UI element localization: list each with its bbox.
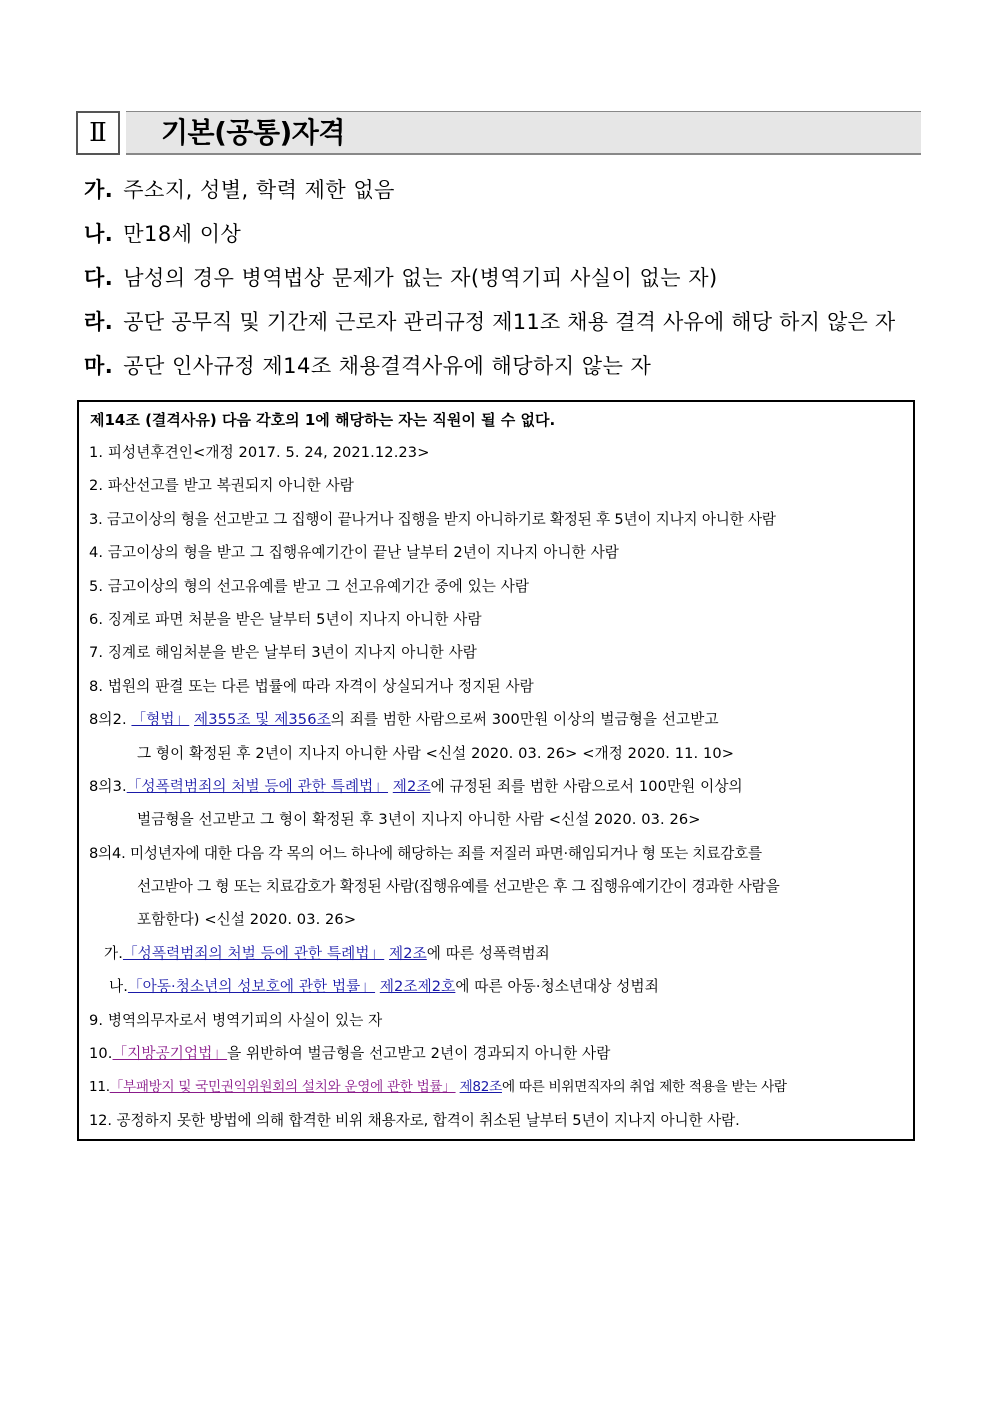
item-mark: 라. — [84, 310, 114, 334]
regulation-line — [89, 1075, 907, 1108]
line-prefix: 8의2. — [89, 711, 132, 729]
regulation-line: 벌금형을 선고받고 그 형이 확정된 후 3년이 지나지 아니한 사람 <신설 2020. 03. 26> — [137, 811, 701, 829]
regulation-line: 8. 법원의 판결 또는 다른 법률에 따라 자격이 상실되거나 정지된 사람 — [89, 677, 534, 695]
law-link[interactable]: 「형법」 — [131, 711, 190, 729]
line-text: 에 따른 성폭력범죄 — [426, 944, 550, 962]
regulation-line: 포함한다) <신설 2020. 03. 26> — [137, 911, 357, 929]
line-text: 에 규정된 죄를 범한 사람으로서 100만원 이상의 — [430, 777, 743, 795]
regulation-line: 9. 병역의무자로서 병역기피의 사실이 있는 자 — [89, 1011, 383, 1029]
item-text: 만18세 이상 — [123, 222, 242, 246]
regulation-line: 7. 징계로 해임처분을 받은 날부터 3년이 지나지 아니한 사람 — [89, 644, 477, 662]
article-link[interactable]: 제82조 — [459, 1079, 502, 1096]
regulation-line: 5. 금고이상의 형의 선고유예를 받고 그 선고유예기간 중에 있는 사람 — [89, 577, 530, 595]
section-number: Ⅱ — [76, 111, 120, 155]
regulation-line: 4. 금고이상의 형을 받고 그 집행유예기간이 끝난 날부터 2년이 지나지 아니한 사람 — [89, 544, 619, 562]
section-header — [76, 111, 921, 158]
regulation-line: 2. 파산선고를 받고 복권되지 아니한 사람 — [89, 477, 354, 495]
law-link[interactable]: 「지방공기업법」 — [112, 1045, 228, 1063]
qualification-list — [84, 172, 934, 392]
regulation-line: 선고받아 그 형 또는 치료감호가 확정된 사람(집행유예를 선고받은 후 그 집행유예기간이 경과한 사람을 — [137, 878, 780, 896]
line-text: 의 죄를 범한 사람으로써 300만원 이상의 벌금형을 선고받고 — [330, 711, 719, 729]
regulation-line — [89, 775, 907, 808]
item-mark: 다. — [84, 266, 114, 290]
list-item — [84, 216, 934, 260]
section-title-bar — [126, 111, 921, 155]
regulation-box — [77, 400, 915, 1141]
article-link[interactable]: 제2조 — [389, 944, 427, 962]
line-prefix: 10. — [89, 1045, 113, 1063]
line-text: 에 따른 비위면직자의 취업 제한 적용을 받는 사람 — [501, 1079, 787, 1096]
line-text: 을 위반하여 벌금형을 선고받고 2년이 경과되지 아니한 사람 — [227, 1045, 611, 1063]
law-link[interactable]: 「성폭력범죄의 처벌 등에 관한 특례법」 — [126, 777, 389, 795]
regulation-heading: 제14조 (결격사유) 다음 각호의 1에 해당하는 자는 직원이 될 수 없다. — [90, 411, 556, 429]
regulation-line — [89, 708, 907, 741]
article-link[interactable]: 제2조 — [392, 777, 431, 795]
list-item — [84, 304, 934, 348]
list-item — [84, 172, 934, 216]
law-link[interactable]: 「성폭력범죄의 처벌 등에 관한 특례법」 — [122, 944, 385, 962]
line-text: 에 따른 아동·청소년대상 성범죄 — [455, 978, 659, 996]
regulation-line: 3. 금고이상의 형을 선고받고 그 집행이 끝나거나 집행을 받지 아니하기로 확정된 후 5년이 지나지 아니한 사람 — [89, 510, 776, 528]
regulation-lines — [89, 441, 907, 1142]
regulation-line — [89, 975, 907, 1008]
line-prefix: 11. — [89, 1079, 110, 1096]
regulation-line — [89, 942, 907, 975]
regulation-line: 그 형이 확정된 후 2년이 지나지 아니한 사람 <신설 2020. 03. 26> <개정 2020. 11. 10> — [137, 744, 735, 762]
line-prefix: 가. — [104, 944, 123, 962]
regulation-line: 1. 피성년후견인<개정 2017. 5. 24, 2021.12.23> — [89, 444, 430, 461]
item-text: 공단 공무직 및 기간제 근로자 관리규정 제11조 채용 결격 사유에 해당 하지 않은 자 — [123, 310, 896, 334]
section-title: 기본(공통)자격 — [161, 116, 345, 149]
regulation-line: 6. 징계로 파면 처분을 받은 날부터 5년이 지나지 아니한 사람 — [89, 610, 482, 628]
regulation-line: 12. 공정하지 못한 방법에 의해 합격한 비위 채용자로, 합격이 취소된 날부터 5년이 지나지 아니한 사람. — [89, 1111, 740, 1129]
item-text: 남성의 경우 병역법상 문제가 없는 자(병역기피 사실이 없는 자) — [123, 266, 718, 290]
law-link[interactable]: 「아동·청소년의 성보호에 관한 법률」 — [127, 978, 376, 996]
list-item — [84, 348, 934, 392]
law-link[interactable]: 「부패방지 및 국민권익위원회의 설치와 운영에 관한 법률」 — [109, 1079, 456, 1096]
line-prefix: 나. — [109, 978, 128, 996]
item-text: 주소지, 성별, 학력 제한 없음 — [123, 178, 395, 202]
regulation-line: 8의4. 미성년자에 대한 다음 각 목의 어느 하나에 해당하는 죄를 저질러 파면·해임되거나 형 또는 치료감호를 — [89, 844, 762, 862]
item-mark: 나. — [84, 222, 114, 246]
list-item — [84, 260, 934, 304]
article-link[interactable]: 제355조 및 제356조 — [194, 711, 331, 729]
item-text: 공단 인사규정 제14조 채용결격사유에 해당하지 않는 자 — [123, 354, 652, 378]
article-link[interactable]: 제2조제2호 — [379, 978, 456, 996]
regulation-line — [89, 1042, 907, 1075]
item-mark: 가. — [84, 178, 114, 202]
line-prefix: 8의3. — [89, 777, 127, 795]
item-mark: 마. — [84, 354, 114, 378]
